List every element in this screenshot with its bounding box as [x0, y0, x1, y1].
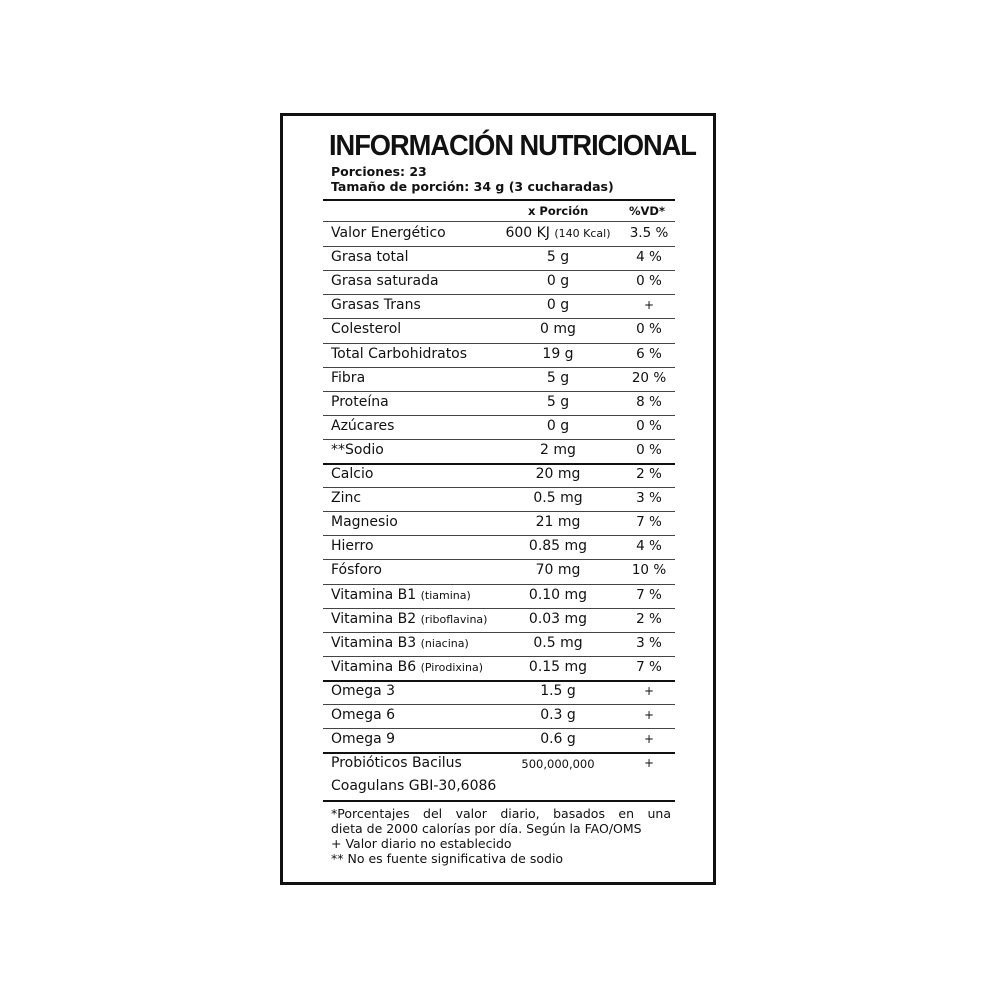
nutrient-amount-cell	[498, 514, 618, 530]
nutrient-name: Vitamina B2	[331, 610, 417, 627]
nutrient-daily-value: 6 %	[636, 345, 662, 362]
nutrient-amount-cell	[498, 321, 618, 337]
nutrient-row	[323, 728, 675, 752]
nutrient-name: Hierro	[331, 538, 374, 555]
nutrient-name-cell	[331, 659, 483, 675]
nutrient-amount: 1.5 g	[540, 682, 576, 699]
nutrient-name: Vitamina B1	[331, 586, 417, 603]
nutrient-daily-value: 8 %	[636, 393, 662, 410]
nutrient-name: Omega 6	[331, 707, 396, 723]
daily-value-header: %VD*	[629, 204, 665, 218]
nutrient-amount: 21 mg	[535, 514, 581, 531]
nutrient-name-cell	[331, 635, 469, 651]
nutrient-row	[323, 294, 675, 318]
nutrient-name: Grasa saturada	[331, 273, 439, 290]
nutrient-row	[323, 680, 675, 704]
nutrient-amount: 0.85 mg	[528, 538, 588, 555]
nutrient-amount: 0 g	[546, 417, 570, 434]
nutrient-amount-extra: (140 Kcal)	[554, 227, 611, 240]
header-top-rule	[323, 199, 675, 201]
nutrient-amount: 0.5 mg	[533, 634, 583, 651]
nutrient-name: Omega 9	[331, 731, 396, 748]
nutrient-amount: 0 mg	[540, 321, 576, 338]
nutrient-name-cell	[331, 587, 471, 603]
nutrient-row	[323, 415, 675, 439]
nutrient-amount-cell	[498, 370, 618, 386]
nutrient-name: Calcio	[331, 466, 374, 482]
per-portion-header: x Porción	[528, 204, 589, 218]
nutrient-detail: (riboflavina)	[420, 612, 488, 626]
nutrient-amount-cell	[498, 273, 618, 289]
nutrient-detail: (niacina)	[420, 636, 469, 650]
nutrient-amount-cell	[498, 659, 618, 675]
nutrient-row	[323, 608, 675, 632]
nutrient-name-cell	[331, 683, 395, 699]
nutrient-daily-value: +	[643, 732, 655, 747]
nutrient-amount-cell	[498, 394, 618, 410]
footnote-top-rule	[323, 800, 675, 802]
footnotes	[331, 806, 671, 866]
nutrient-amount-cell	[498, 757, 618, 771]
nutrient-row	[323, 584, 675, 608]
nutrient-amount-cell	[498, 587, 618, 603]
nutrient-daily-value: 20 %	[631, 369, 667, 386]
nutrient-name-cell	[331, 321, 401, 337]
nutrient-name-cell	[331, 514, 398, 530]
nutrient-name: Vitamina B6	[331, 658, 417, 675]
nutrient-amount-cell	[498, 683, 618, 699]
nutrient-name: Zinc	[331, 490, 362, 507]
nutrient-row	[323, 391, 675, 415]
nutrient-name: **Sodio	[331, 441, 384, 458]
servings-text: Porciones: 23	[331, 164, 427, 179]
nutrient-name-cell	[331, 611, 487, 627]
nutrient-name: Probióticos Bacilus	[331, 755, 462, 772]
nutrient-row	[323, 704, 675, 728]
footnote-line-4: ** No es fuente significativa de sodio	[331, 851, 564, 866]
nutrient-daily-value: 2 %	[636, 466, 662, 482]
nutrient-row	[323, 463, 675, 487]
nutrient-amount: 2 mg	[540, 441, 576, 458]
nutrient-daily-value: 0 %	[636, 321, 662, 338]
nutrient-amount: 5 g	[546, 249, 570, 266]
nutrient-name: Vitamina B3	[331, 634, 417, 651]
nutrient-daily-value: 10 %	[631, 562, 667, 579]
nutrient-name: Fósforo	[331, 562, 382, 579]
nutrient-row	[323, 535, 675, 559]
nutrient-name-cell	[331, 538, 374, 554]
nutrient-amount: 0.3 g	[540, 707, 576, 723]
nutrient-amount: 20 mg	[535, 466, 581, 482]
nutrient-amount-cell	[498, 418, 618, 434]
nutrient-name-cell	[331, 707, 395, 723]
nutrient-daily-value: 7 %	[636, 514, 662, 531]
nutrient-name-cell	[331, 418, 394, 434]
nutrient-row	[323, 343, 675, 367]
nutrient-name: Grasas Trans	[331, 297, 421, 314]
nutrient-name-cell	[331, 755, 462, 771]
nutrient-name-cell	[331, 370, 365, 386]
nutrient-name: Omega 3	[331, 682, 396, 699]
nutrient-daily-value: +	[643, 756, 655, 771]
nutrient-daily-value: +	[643, 683, 655, 698]
nutrient-daily-value: 0 %	[636, 441, 662, 458]
nutrient-amount-cell	[498, 442, 618, 458]
nutrient-name-cell	[331, 466, 373, 482]
nutrient-name-cell	[331, 297, 421, 313]
nutrient-amount: 70 mg	[535, 562, 581, 579]
nutrient-row	[323, 752, 675, 776]
nutrient-daily-value: 0 %	[636, 273, 662, 290]
nutrient-amount-cell	[498, 297, 618, 313]
nutrient-name: Total Carbohidratos	[331, 345, 468, 362]
nutrient-daily-value: 0 %	[636, 417, 662, 434]
nutrient-amount-cell	[498, 731, 618, 747]
nutrient-daily-value: 7 %	[636, 586, 662, 603]
nutrient-amount-cell	[498, 225, 618, 241]
nutrient-daily-value: 3 %	[636, 634, 662, 651]
nutrient-name: Proteína	[331, 393, 389, 410]
nutrient-amount-cell	[498, 611, 618, 627]
nutrient-name: Azúcares	[331, 417, 395, 434]
nutrient-amount-cell	[498, 346, 618, 362]
nutrient-daily-value: +	[643, 298, 655, 313]
nutrient-amount-cell	[498, 249, 618, 265]
nutrient-amount: 0.03 mg	[528, 610, 588, 627]
nutrient-daily-value: +	[643, 708, 655, 722]
nutrient-row	[323, 487, 675, 511]
nutrient-name: Grasa total	[331, 249, 409, 266]
nutrient-amount: 5 g	[546, 393, 570, 410]
nutrient-name-cell	[331, 249, 409, 265]
nutrient-daily-value: 4 %	[636, 249, 662, 266]
footnote-line-2: dieta de 2000 calorías por día. Según la FAO/OMS	[331, 821, 642, 836]
nutrient-amount: 0.15 mg	[528, 658, 588, 675]
nutrient-name: Colesterol	[331, 321, 402, 338]
nutrient-amount: 0 g	[546, 273, 570, 290]
nutrient-row	[323, 367, 675, 391]
nutrient-row	[323, 511, 675, 535]
nutrient-daily-value: 4 %	[636, 538, 662, 555]
nutrient-name-cell	[331, 442, 384, 458]
nutrient-amount: 0 g	[546, 297, 570, 314]
nutrient-name-cell	[331, 562, 382, 578]
nutrient-name-cell	[331, 731, 395, 747]
nutrient-detail: (tiamina)	[420, 588, 471, 602]
nutrient-row	[323, 222, 675, 246]
nutrient-row	[323, 270, 675, 294]
nutrient-amount-cell	[498, 562, 618, 578]
nutrient-name-cell	[331, 346, 467, 362]
nutrient-amount: 0.10 mg	[528, 586, 588, 603]
nutrient-name: Fibra	[331, 369, 366, 386]
nutrient-row	[323, 246, 675, 270]
nutrient-row	[323, 559, 675, 583]
nutrient-amount-cell	[498, 538, 618, 554]
nutrient-amount-cell	[498, 707, 618, 723]
nutrient-amount: 0.5 mg	[533, 490, 583, 507]
nutrient-amount: 500,000,000	[521, 757, 595, 772]
nutrient-daily-value: 3 %	[636, 490, 662, 507]
serving-size-text: Tamaño de porción: 34 g (3 cucharadas)	[331, 179, 614, 194]
footnote-line-3: + Valor diario no establecido	[331, 836, 512, 851]
nutrient-name-cell	[331, 394, 389, 410]
nutrient-amount-cell	[498, 490, 618, 506]
nutrient-daily-value: 3.5 %	[629, 225, 669, 241]
label-title: INFORMACIÓN NUTRICIONAL	[329, 130, 696, 162]
nutrient-amount-cell	[498, 466, 618, 482]
nutrient-name-cell	[331, 490, 361, 506]
nutrient-amount: 5 g	[546, 369, 570, 386]
nutrient-amount: 19 g	[542, 345, 574, 362]
probiotic-continuation: Coagulans GBI-30,6086	[331, 778, 497, 794]
nutrient-daily-value: 7 %	[636, 658, 662, 675]
nutrient-detail: (Pirodixina)	[420, 660, 483, 674]
nutrient-name: Valor Energético	[331, 225, 446, 241]
nutrient-row	[323, 632, 675, 656]
nutrient-name-cell	[331, 273, 439, 289]
nutrient-amount: 600 KJ	[505, 225, 550, 241]
nutrient-amount-cell	[498, 635, 618, 651]
nutrient-name-cell	[331, 225, 446, 241]
nutrient-row	[323, 318, 675, 342]
nutrient-row	[323, 656, 675, 680]
nutrient-daily-value: 2 %	[636, 610, 662, 627]
footnote-line-1: *Porcentajes del valor diario, basados en una	[331, 806, 671, 821]
nutrient-name: Magnesio	[331, 514, 398, 531]
nutrient-row	[323, 439, 675, 463]
nutrient-amount: 0.6 g	[540, 731, 576, 748]
